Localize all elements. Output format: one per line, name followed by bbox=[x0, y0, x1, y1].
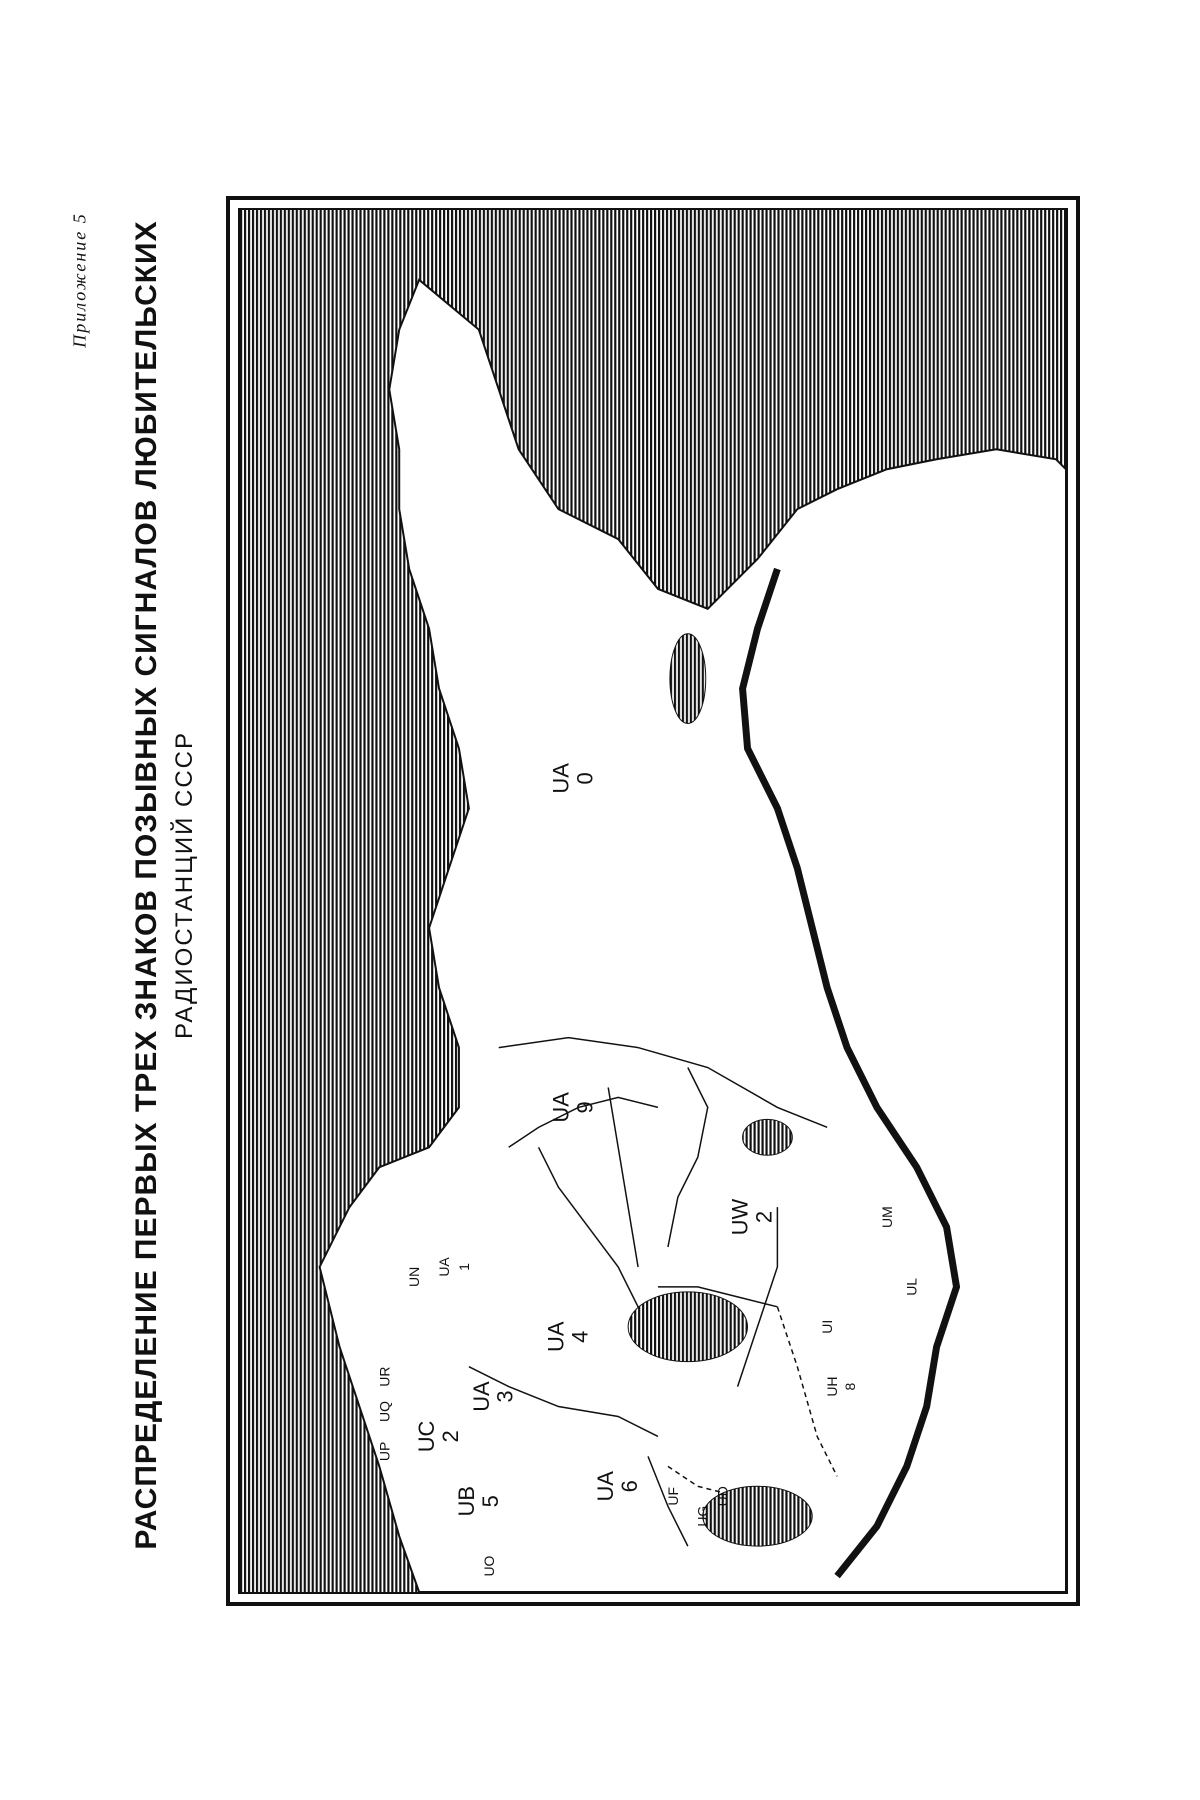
svg-text:UH: UH bbox=[824, 1376, 841, 1397]
svg-text:UC: UC bbox=[414, 1420, 440, 1453]
title-block bbox=[125, 220, 205, 1550]
region-label-uo bbox=[481, 1555, 497, 1576]
svg-text:8: 8 bbox=[842, 1382, 859, 1391]
region-label-uf bbox=[665, 1487, 681, 1506]
map-title: РАСПРЕДЕЛЕНИЕ ПЕРВЫХ ТРЕХ ЗНАКОВ ПОЗЫВНЫХ СИГНАЛОВ ЛЮБИТЕЛЬСКИХ bbox=[130, 220, 163, 1550]
svg-text:1: 1 bbox=[455, 1263, 472, 1271]
svg-text:UA: UA bbox=[468, 1381, 494, 1412]
region-label-un bbox=[406, 1267, 422, 1287]
aral-sea bbox=[743, 1119, 793, 1155]
svg-text:UF: UF bbox=[664, 1486, 681, 1506]
svg-text:UQ: UQ bbox=[376, 1401, 393, 1422]
svg-text:UR: UR bbox=[376, 1366, 393, 1387]
region-label-ur bbox=[376, 1367, 392, 1387]
map-frame bbox=[226, 196, 1080, 1606]
svg-text:UA: UA bbox=[593, 1471, 619, 1502]
region-label-um bbox=[879, 1206, 895, 1228]
svg-text:UN: UN bbox=[406, 1266, 423, 1287]
svg-text:UW: UW bbox=[727, 1198, 753, 1236]
region-label-ug bbox=[695, 1506, 711, 1527]
svg-text:UO: UO bbox=[480, 1555, 497, 1577]
svg-text:UG: UG bbox=[694, 1505, 711, 1527]
region-label-ul bbox=[904, 1278, 920, 1296]
baikal-lake bbox=[670, 634, 706, 724]
region-label-ud bbox=[715, 1486, 731, 1506]
region-label-ui bbox=[819, 1320, 835, 1334]
svg-text:4: 4 bbox=[567, 1330, 593, 1343]
ussr-callsign-map bbox=[240, 210, 1066, 1592]
svg-text:UP: UP bbox=[376, 1441, 393, 1462]
svg-text:6: 6 bbox=[617, 1480, 643, 1493]
svg-text:UD: UD bbox=[714, 1486, 731, 1507]
svg-text:UA: UA bbox=[436, 1257, 452, 1277]
appendix-note: Приложение 5 bbox=[69, 212, 90, 348]
svg-text:5: 5 bbox=[477, 1495, 503, 1508]
svg-text:UM: UM bbox=[878, 1206, 895, 1228]
svg-text:0: 0 bbox=[572, 772, 598, 785]
svg-text:UA: UA bbox=[543, 1321, 569, 1352]
svg-text:UL: UL bbox=[903, 1277, 920, 1296]
svg-text:UI: UI bbox=[819, 1319, 836, 1334]
svg-text:UA: UA bbox=[548, 1092, 574, 1123]
region-label-up bbox=[376, 1442, 392, 1461]
appendix-note-wrap bbox=[60, 180, 100, 380]
caspian-sea bbox=[628, 1292, 747, 1362]
svg-text:3: 3 bbox=[492, 1390, 518, 1403]
svg-text:2: 2 bbox=[751, 1210, 777, 1224]
svg-text:UA: UA bbox=[548, 763, 574, 794]
map-inner bbox=[238, 208, 1068, 1594]
svg-text:9: 9 bbox=[572, 1101, 598, 1114]
svg-text:2: 2 bbox=[437, 1430, 463, 1443]
region-label-uq bbox=[376, 1401, 392, 1422]
svg-text:UB: UB bbox=[453, 1486, 479, 1517]
map-subtitle: РАДИОСТАНЦИЙ СССР bbox=[171, 730, 198, 1040]
